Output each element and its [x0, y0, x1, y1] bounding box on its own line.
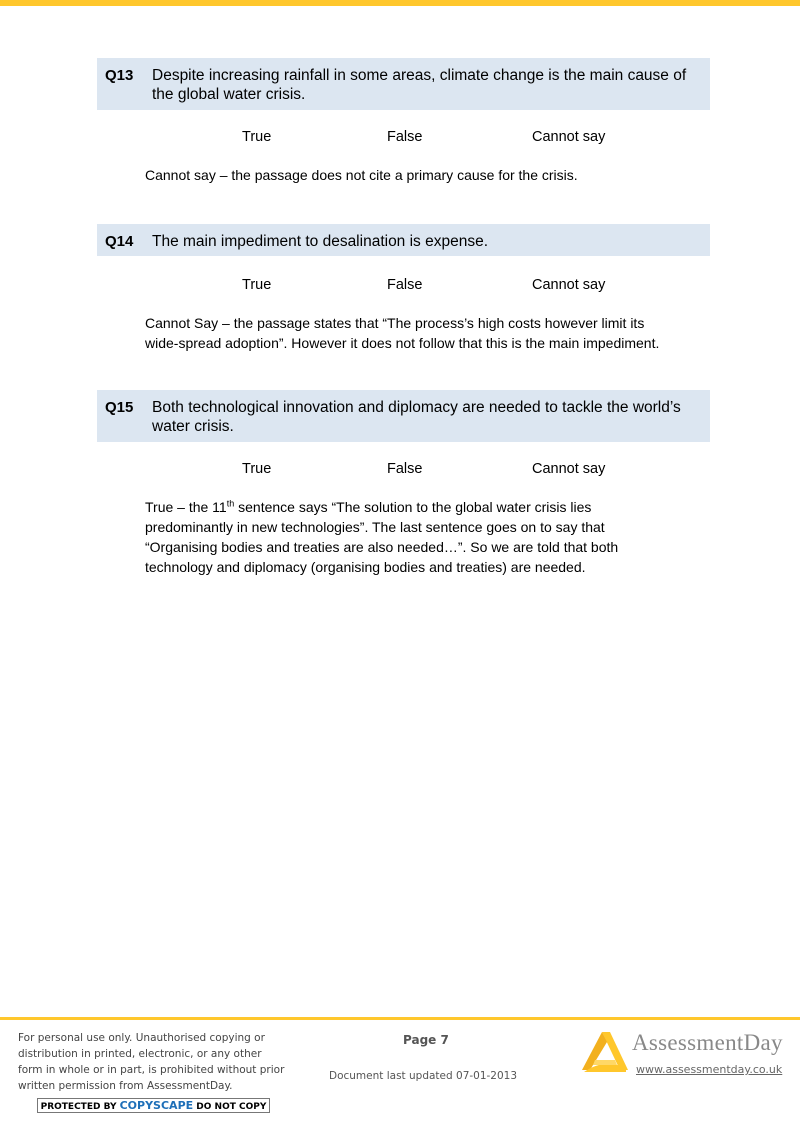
option-cannot-say: Cannot say	[532, 129, 606, 145]
page-number: Page 7	[403, 1033, 449, 1047]
answer-prefix: True – the 11	[145, 499, 227, 515]
copyscape-suffix: DO NOT COPY	[196, 1102, 267, 1112]
question-13-box	[97, 58, 710, 110]
option-true: True	[242, 461, 272, 477]
option-true: True	[242, 277, 272, 293]
footer-accent-rule	[0, 1017, 800, 1020]
copyright-disclaimer: For personal use only. Unauthorised copying or distribution in printed, electronic, or any other form in whole or in part, is prohibited without prior written permission from AssessmentDay.	[18, 1032, 285, 1092]
option-true: True	[242, 129, 272, 145]
question-text: Both technological innovation and diplomacy are needed to tackle the world’s water crisis.	[152, 399, 681, 435]
brand-url-link[interactable]: www.assessmentday.co.uk	[636, 1063, 783, 1076]
assessmentday-logo-icon	[580, 1030, 630, 1076]
question-text: Despite increasing rainfall in some areas, climate change is the main cause of the global water crisis.	[152, 67, 687, 103]
question-number: Q15	[105, 399, 134, 416]
copyscape-brand: COPYSCAPE	[119, 1099, 194, 1112]
top-accent-rule	[0, 0, 800, 6]
copyscape-prefix: PROTECTED BY	[40, 1102, 117, 1112]
copyscape-badge[interactable]	[37, 1098, 270, 1113]
option-false: False	[387, 129, 423, 145]
option-false: False	[387, 277, 423, 293]
last-updated: Document last updated 07-01-2013	[329, 1070, 518, 1082]
option-cannot-say: Cannot say	[532, 461, 606, 477]
question-number: Q14	[105, 233, 134, 250]
answer-rest: sentence says “The solution to the global water crisis lies predominantly in new technologies”. The last sentence goes on to say that “Organising bodies and treaties are also needed…”. So we are told that both technology and diplomacy (organising bodies and treaties) are needed.	[145, 499, 619, 575]
question-15-box	[97, 390, 710, 442]
brand-name: AssessmentDay	[632, 1030, 783, 1055]
answer-explanation: Cannot Say – the passage states that “The process’s high costs however limit its wide-spread adoption”. However it does not follow that this is the main impediment.	[145, 315, 660, 351]
question-14-box	[97, 224, 710, 256]
answer-explanation	[145, 497, 665, 577]
question-number: Q13	[105, 67, 134, 84]
answer-explanation: Cannot say – the passage does not cite a primary cause for the crisis.	[145, 167, 578, 183]
option-false: False	[387, 461, 423, 477]
option-cannot-say: Cannot say	[532, 277, 606, 293]
ordinal-suffix: th	[226, 498, 235, 509]
question-text: The main impediment to desalination is expense.	[152, 233, 489, 250]
